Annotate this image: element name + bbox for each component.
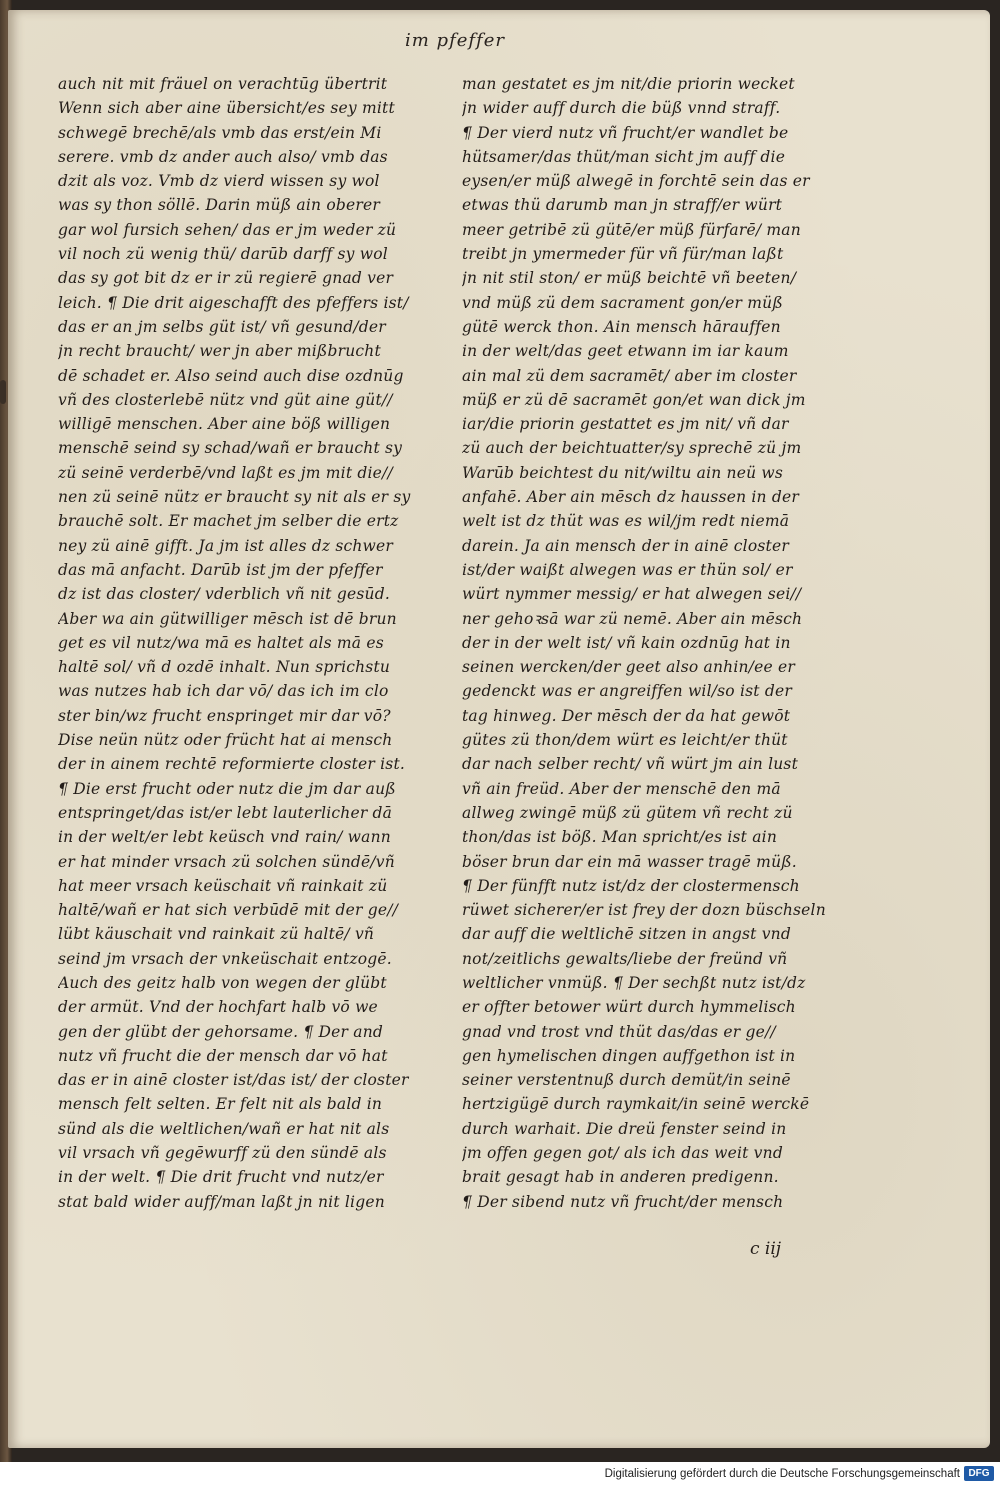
text-line: leich. ¶ Die drit aigeschafft des pfeffers ist/ bbox=[58, 293, 409, 312]
text-line: gen der glübt der gehorsame. ¶ Der and bbox=[58, 1022, 384, 1041]
text-line: was nutzes hab ich dar vō/ das ich im clo bbox=[58, 682, 389, 701]
text-line: jn nit stil ston/ er müß beichtē vñ beeten/ bbox=[462, 269, 797, 288]
text-line: würt nymmer messig/ er hat alwegen sei// bbox=[462, 585, 802, 604]
text-line: darein. Ja ain mensch der in ainē closter bbox=[462, 536, 789, 555]
text-line: vil noch zü wenig thü/ darūb darff sy wol bbox=[58, 245, 388, 264]
text-line: vñ ain freüd. Aber der menschē den mā bbox=[462, 779, 781, 798]
text-line: ¶ Der fünfft nutz ist/dz der clostermensch bbox=[462, 876, 800, 895]
text-line: seinen wercken/der geet also anhin/ee er bbox=[462, 658, 795, 677]
text-line: brauchē solt. Er machet jm selber die ertz bbox=[58, 512, 399, 531]
text-line: haltē sol/ vñ d ozdē inhalt. Nun sprichstu bbox=[58, 658, 391, 677]
text-line: treibt jn ymermeder für vñ für/man laßt bbox=[462, 245, 784, 264]
text-line: nen zü seinē nütz er braucht sy nit als er sy bbox=[58, 488, 411, 507]
text-line: er offter betower würt durch hymmelisch bbox=[462, 998, 796, 1017]
text-line: meer getribē zü gütē/er müß fürfarē/ man bbox=[462, 220, 801, 239]
text-line: zü seinē verderbē/vnd laßt es jm mit die// bbox=[58, 463, 393, 482]
text-line: hertzigügē durch raymkait/in seinē werckē bbox=[462, 1095, 810, 1114]
text-line: nutz vñ frucht die der mensch dar vō hat bbox=[58, 1046, 388, 1065]
text-line: gütes zü thon/dem würt es leicht/er thüt bbox=[462, 731, 788, 750]
text-line: not/zeitlichs gewalts/liebe der freünd vñ bbox=[462, 949, 788, 968]
text-line: rüwet sicherer/er ist frey der dozn büschseln bbox=[462, 901, 826, 920]
text-line: er hat minder vrsach zü solchen sündē/vñ bbox=[58, 852, 395, 871]
text-line: Wenn sich aber aine übersicht/es sey mitt bbox=[58, 99, 395, 118]
text-line: böser brun dar ein mā wasser tragē müß. bbox=[462, 852, 797, 871]
text-line: iar/die priorin gestattet es jm nit/ vñ dar bbox=[462, 415, 789, 434]
text-line: in der welt/das geet etwann im iar kaum bbox=[462, 342, 789, 361]
text-line: das mā anfacht. Darūb ist jm der pfeffer bbox=[58, 560, 383, 579]
funding-credit: Digitalisierung gefördert durch die Deutsche Forschungsgemeinschaft bbox=[604, 1468, 960, 1480]
text-line: vil vrsach vñ gegēwurff zü den sündē als bbox=[58, 1144, 387, 1163]
text-line: gar wol fursich sehen/ das er jm weder zü bbox=[58, 220, 397, 239]
text-line: ster bin/wz frucht enspringet mir dar vō? bbox=[58, 706, 391, 725]
text-line: ner gehoꝛsā war zü nemē. Aber ain mēsch bbox=[462, 609, 803, 628]
text-line: vnd müß zü dem sacrament gon/er müß bbox=[462, 293, 783, 312]
right-text-column bbox=[462, 72, 848, 1214]
text-line: Aber wa ain gütwilliger mēsch ist dē brun bbox=[58, 609, 397, 628]
text-line: jn wider auff durch die büß vnnd straff. bbox=[462, 99, 781, 118]
text-line: hütsamer/das thüt/man sicht jm auff die bbox=[462, 147, 786, 166]
text-line: jm offen gegen got/ als ich das weit vnd bbox=[462, 1144, 783, 1163]
text-line: seind jm vrsach der vnkeüschait entzogē. bbox=[58, 949, 392, 968]
text-line: der armüt. Vnd der hochfart halb vō we bbox=[58, 998, 378, 1017]
text-line: seiner verstentnuß durch demüt/in seinē bbox=[462, 1071, 791, 1090]
text-line: haltē/wañ er hat sich verbūdē mit der ge// bbox=[58, 901, 399, 920]
text-line: eysen/er müß alwegē in forchtē sein das er bbox=[462, 172, 810, 191]
text-line: der in der welt ist/ vñ kain ozdnūg hat in bbox=[462, 633, 791, 652]
text-line: Auch des geitz halb von wegen der glübt bbox=[58, 973, 387, 992]
text-line: durch warhait. Die dreü fenster seind in bbox=[462, 1119, 787, 1138]
text-line: in der welt/er lebt keüsch vnd rain/ wann bbox=[58, 828, 391, 847]
text-line: man gestatet es jm nit/die priorin wecket bbox=[462, 75, 795, 93]
text-line: ney zü ainē gifft. Ja jm ist alles dz schwer bbox=[58, 536, 394, 555]
text-line: dar nach selber recht/ vñ würt jm ain lust bbox=[462, 755, 798, 774]
signature-mark: c iij bbox=[750, 1239, 782, 1259]
text-line: ¶ Der sibend nutz vñ frucht/der mensch bbox=[462, 1192, 784, 1211]
text-line: Dise neün nütz oder frücht hat ai mensch bbox=[58, 731, 393, 750]
text-line: ist/der waißt alwegen was er thün sol/ er bbox=[462, 560, 793, 579]
text-line: gen hymelischen dingen auffgethon ist in bbox=[462, 1046, 796, 1065]
text-line: dē schadet er. Also seind auch dise ozdnūg bbox=[58, 366, 404, 385]
text-line: entspringet/das ist/er lebt lauterlicher dā bbox=[58, 803, 393, 822]
text-line: sünd als die weltlichen/wañ er hat nit als bbox=[58, 1119, 390, 1138]
text-line: jn recht braucht/ wer jn aber mißbrucht bbox=[58, 342, 381, 361]
text-line: thon/das ist böß. Man spricht/es ist ain bbox=[462, 828, 778, 847]
text-line: etwas thü darumb man jn straff/er würt bbox=[462, 196, 783, 215]
text-line: stat bald wider auff/man laßt jn nit ligen bbox=[58, 1192, 385, 1211]
text-line: dar auff die weltlichē sitzen in angst vnd bbox=[462, 925, 791, 944]
text-line: weltlicher vnmüß. ¶ Der sechßt nutz ist/dz bbox=[462, 973, 806, 992]
text-line: menschē seind sy schad/wañ er braucht sy bbox=[58, 439, 403, 458]
text-line: dzit als voz. Vmb dz vierd wissen sy wol bbox=[58, 172, 380, 191]
text-line: anfahē. Aber ain mēsch dz haussen in der bbox=[462, 488, 799, 507]
dfg-logo: DFG bbox=[964, 1466, 994, 1481]
text-line: gedenckt was er angreiffen wil/so ist der bbox=[462, 682, 792, 701]
text-line: schwegē brechē/als vmb das erst/ein Mi bbox=[58, 123, 382, 142]
text-line: müß er zü dē sacramēt gon/et wan dick jm bbox=[462, 390, 806, 409]
left-text-column bbox=[58, 72, 444, 1214]
text-line: willigē menschen. Aber aine böß willigen bbox=[58, 415, 391, 434]
text-line: der in ainem rechtē reformierte closter ist. bbox=[58, 755, 406, 774]
text-line: serere. vmb dz ander auch also/ vmb das bbox=[58, 147, 388, 166]
text-line: tag hinweg. Der mēsch der da hat gewōt bbox=[462, 706, 791, 725]
text-line: allweg zwingē müß zü gütem vñ recht zü bbox=[462, 803, 793, 822]
text-line: gnad vnd trost vnd thüt das/das er ge// bbox=[462, 1022, 776, 1041]
text-line: das er an jm selbs güt ist/ vñ gesund/der bbox=[58, 317, 386, 336]
text-line: in der welt. ¶ Die drit frucht vnd nutz/er bbox=[58, 1168, 384, 1187]
text-line: gütē werck thon. Ain mensch hārauffen bbox=[462, 317, 781, 336]
text-line: brait gesagt hab in anderen predigenn. bbox=[462, 1168, 779, 1187]
text-line: zü auch der beichtuatter/sy sprechē zü jm bbox=[462, 439, 802, 458]
text-line: auch nit mit fräuel on verachtūg übertrit bbox=[58, 75, 388, 93]
text-line: dz ist das closter/ vderblich vñ nit gesūd. bbox=[58, 585, 390, 604]
text-line: hat meer vrsach keüschait vñ rainkait zü bbox=[58, 876, 388, 895]
text-line: das sy got bit dz er ir zü regierē gnad ver bbox=[58, 269, 394, 288]
text-line: was sy thon söllē. Darin müß ain oberer bbox=[58, 196, 380, 215]
text-line: Warūb beichtest du nit/wiltu ain neü ws bbox=[462, 463, 784, 482]
text-line: welt ist dz thüt was es wil/jm redt niemā bbox=[462, 512, 790, 531]
text-line: lübt käuschait vnd rainkait zü haltē/ vñ bbox=[58, 925, 375, 944]
text-line: das er in ainē closter ist/das ist/ der closter bbox=[58, 1071, 409, 1090]
margin-mark bbox=[0, 380, 6, 404]
text-line: ain mal zü dem sacramēt/ aber im closter bbox=[462, 366, 797, 385]
text-line: ¶ Die erst frucht oder nutz die jm dar auß bbox=[58, 779, 396, 798]
text-line: vñ des closterlebē nütz vnd güt aine güt// bbox=[58, 390, 393, 409]
text-line: mensch felt selten. Er felt nit als bald in bbox=[58, 1095, 383, 1114]
text-line: ¶ Der vierd nutz vñ frucht/er wandlet be bbox=[462, 123, 789, 142]
text-line: get es vil nutz/wa mā es haltet als mā es bbox=[58, 633, 384, 652]
running-head: im pfeffer bbox=[405, 30, 505, 51]
